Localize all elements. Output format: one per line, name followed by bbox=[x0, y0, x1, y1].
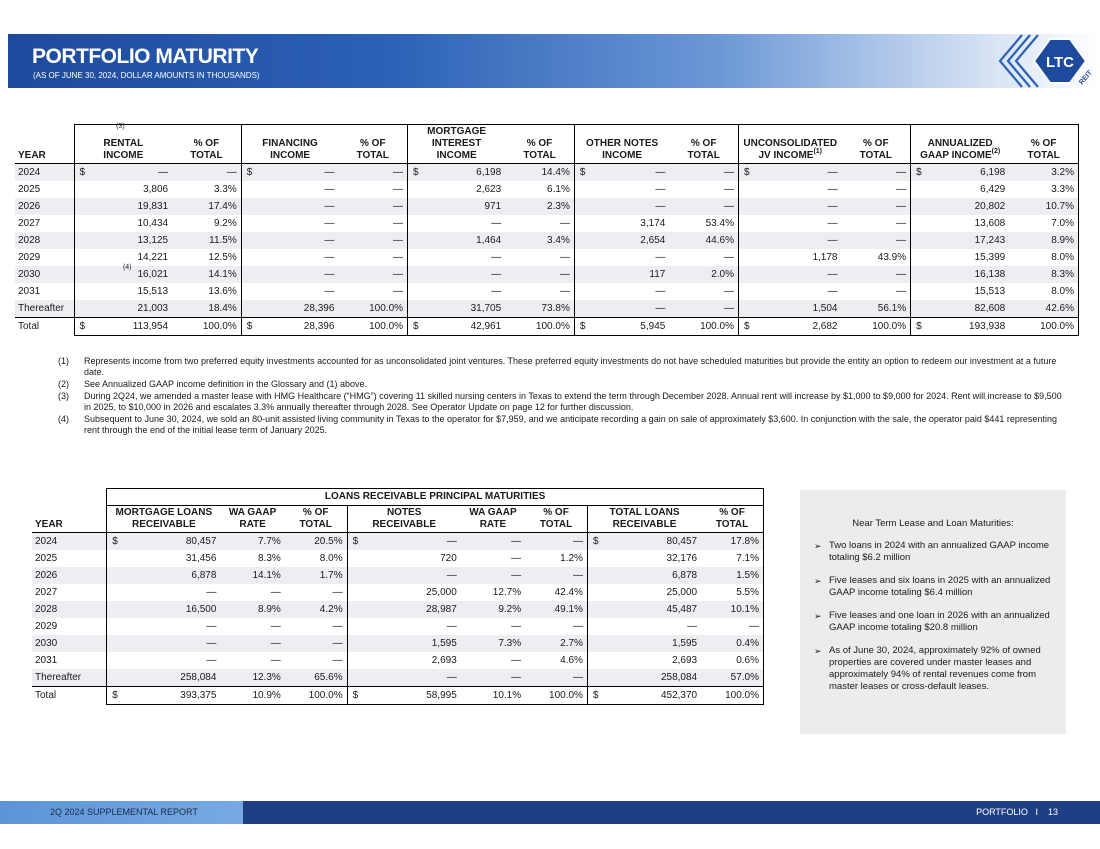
total-pct-header: % OF TOTAL bbox=[701, 506, 763, 533]
logo-sub: REIT bbox=[1078, 69, 1094, 87]
page-subtitle: (AS OF JUNE 30, 2024, DOLLAR AMOUNTS IN THOUSANDS) bbox=[33, 71, 260, 80]
year-header: YEAR bbox=[35, 519, 63, 530]
income-table-header-row bbox=[15, 125, 1079, 164]
sidebox-list bbox=[814, 540, 1054, 704]
other-notes-pct-header: % OF TOTAL bbox=[669, 125, 738, 164]
table-total-row: Total $ 113,954 100.0% $ 28,396 100.0% $ 42,961 100.0% $ 5,945 100.0% $ 2,682 100.0% $ 193,938 100.0% bbox=[15, 318, 1079, 336]
mortgage-rate-header: WA GAAP RATE bbox=[228, 507, 277, 530]
table-row: 2024 $ 80,457 7.7% 20.5% $ — — — $ 80,457 17.8% bbox=[32, 533, 764, 551]
table-row: 2024 $ — (3) — $ — — $ 6,198 14.4% $ — — $ — — $ 6,198 3.2% bbox=[15, 164, 1079, 182]
financing-income-header: FINANCING INCOME bbox=[241, 125, 338, 164]
page-title: PORTFOLIO MATURITY bbox=[32, 45, 259, 68]
table-row: 2028 16,500 8.9% 4.2% 28,987 9.2% 49.1% 45,487 10.1% bbox=[32, 601, 764, 618]
footnote: (1) Represents income from two preferred equity investments accounted for as unconsolidated joint ventures. These preferred equity investments do not have scheduled maturities but provide the entity an option to redeem our investment at a future date. bbox=[58, 356, 1057, 377]
jv-income-header: UNCONSOLIDATED JV INCOME$^{(1)}$ bbox=[738, 125, 841, 164]
table-row: 2029 — — — — — — — — bbox=[32, 618, 764, 635]
arrow-bullet-icon: ➢ bbox=[814, 646, 822, 656]
footnote: (4) Subsequent to June 30, 2024, we sold an 80-unit assisted living community in Texas to the operator for $7,959, and we anticipate recording a gain on sale of approximately $3,600. In conjunction with the sale, the operator paid $441 representing rent through the end of the initial lease term of January 2025. bbox=[58, 414, 1057, 435]
footer-bar bbox=[0, 801, 1100, 824]
rental-income-header: RENTAL INCOME bbox=[74, 125, 172, 164]
gaap-pct-header: % OF TOTAL bbox=[1009, 125, 1078, 164]
table-row: 2025 3,806 3.3% — — 2,623 6.1% — — — — 6,429 3.3% bbox=[15, 181, 1079, 198]
header-banner bbox=[8, 34, 1100, 88]
notes-receivable-header: NOTES RECEIVABLE bbox=[372, 507, 437, 530]
footnote: (2) See Annualized GAAP income definition in the Glossary and (1) above. bbox=[58, 379, 368, 389]
footnote: (3) During 2Q24, we amended a master lease with HMG Healthcare (“HMG”) covering 11 skilled nursing centers in Texas to extend the term through December 2028. Annual rent will increase by $1,000 to $9,000 for 2024. Rent will increase to $9,500 in 2025, to $10,000 in 2026 and escalates 3.3% annually thereafter through 2028. See Operator Update on page 12 for further discussion. bbox=[58, 391, 1062, 412]
footnote-ref-4: (4) bbox=[122, 264, 132, 271]
arrow-bullet-icon: ➢ bbox=[814, 611, 822, 621]
list-item: ➢ Five leases and one loan in 2026 with an annualized GAAP income totaling $20.8 million bbox=[814, 610, 1050, 633]
mortgage-pct-header: % OF TOTAL bbox=[505, 125, 574, 164]
footnote-ref-3: (3) bbox=[116, 122, 125, 130]
table-row: 2030 $^{(4)}$16,021 14.1% — — — — 117 2.0% — — 16,138 8.3% bbox=[15, 266, 1079, 283]
mortgage-loans-header: MORTGAGE LOANS RECEIVABLE bbox=[107, 506, 221, 533]
table-row: 2025 31,456 8.3% 8.0% 720 — 1.2% 32,176 7.1% bbox=[32, 550, 764, 567]
rental-pct-header: % OF TOTAL bbox=[172, 125, 241, 164]
page-section: PORTFOLIO I 13 bbox=[976, 807, 1058, 817]
ltc-reit-logo bbox=[992, 25, 1092, 97]
page-number: 13 bbox=[1047, 807, 1058, 817]
table-row: 2027 — — — 25,000 12.7% 42.4% 25,000 5.5% bbox=[32, 584, 764, 601]
list-item: ➢ Five leases and six loans in 2025 with an annualized GAAP income totaling $6.4 million bbox=[814, 575, 1051, 598]
year-header: YEAR bbox=[18, 150, 46, 161]
table-row: 2031 15,513 13.6% — — — — — — — — 15,513 8.0% bbox=[15, 283, 1079, 300]
mortgage-income-header: MORTGAGE INTEREST INCOME bbox=[408, 125, 506, 164]
table-row: 2026 6,878 14.1% 1.7% — — — 6,878 1.5% bbox=[32, 567, 764, 584]
table-row: Thereafter 258,084 12.3% 65.6% — — — 258,084 57.0% bbox=[32, 669, 764, 687]
arrow-bullet-icon: ➢ bbox=[814, 541, 822, 551]
arrow-bullet-icon: ➢ bbox=[814, 576, 822, 586]
notes-pct-header: % OF TOTAL bbox=[525, 506, 587, 533]
financing-pct-header: % OF TOTAL bbox=[338, 125, 407, 164]
list-item: ➢ Two loans in 2024 with an annualized GAAP income totaling $6.2 million bbox=[814, 540, 1050, 563]
table-row: 2026 19,831 17.4% — — 971 2.3% — — — — 20,802 10.7% bbox=[15, 198, 1079, 215]
gaap-income-header: ANNUALIZED GAAP INCOME$^{(2)}$ bbox=[911, 125, 1010, 164]
table-total-row: Total $ 393,375 10.9% 100.0% $ 58,995 10.1% 100.0% $ 452,370 100.0% bbox=[32, 687, 764, 705]
notes-rate-header: WA GAAP RATE bbox=[469, 507, 517, 530]
near-term-maturities-box bbox=[800, 490, 1066, 734]
jv-pct-header: % OF TOTAL bbox=[841, 125, 910, 164]
table-row: 2031 — — — 2,693 — 4.6% 2,693 0.6% bbox=[32, 652, 764, 669]
list-item: ➢ As of June 30, 2024, approximately 92% of owned properties are covered under master leases and approximately 94% of rental revenues come from master leases or cross-default leases. bbox=[814, 645, 1041, 692]
table-row: 2030 — — — 1,595 7.3% 2.7% 1,595 0.4% bbox=[32, 635, 764, 652]
income-maturity-table bbox=[15, 124, 1079, 336]
other-notes-header: OTHER NOTES INCOME bbox=[574, 125, 669, 164]
report-name: 2Q 2024 SUPPLEMENTAL REPORT bbox=[50, 807, 198, 817]
logo-text: LTC bbox=[1045, 54, 1075, 71]
table-row: 2028 13,125 11.5% — — 1,464 3.4% 2,654 44.6% — — 17,243 8.9% bbox=[15, 232, 1079, 249]
sidebox-title: Near Term Lease and Loan Maturities: bbox=[852, 518, 1014, 529]
table-row: Thereafter 21,003 18.4% 28,396 100.0% 31,705 73.8% — — 1,504 56.1% 82,608 42.6% bbox=[15, 300, 1079, 318]
table-row: 2029 14,221 12.5% — — — — — — 1,178 43.9% 15,399 8.0% bbox=[15, 249, 1079, 266]
loans-title-row bbox=[32, 489, 764, 506]
loans-maturity-table bbox=[32, 488, 764, 705]
mortgage-pct-header: % OF TOTAL bbox=[285, 506, 347, 533]
total-loans-header: TOTAL LOANS RECEIVABLE bbox=[609, 507, 680, 530]
table-row: 2027 10,434 9.2% — — — — 3,174 53.4% — — 13,608 7.0% bbox=[15, 215, 1079, 232]
footnotes bbox=[58, 356, 1068, 437]
loans-table-title: LOANS RECEIVABLE PRINCIPAL MATURITIES bbox=[107, 489, 764, 506]
loans-header-row bbox=[32, 506, 764, 533]
